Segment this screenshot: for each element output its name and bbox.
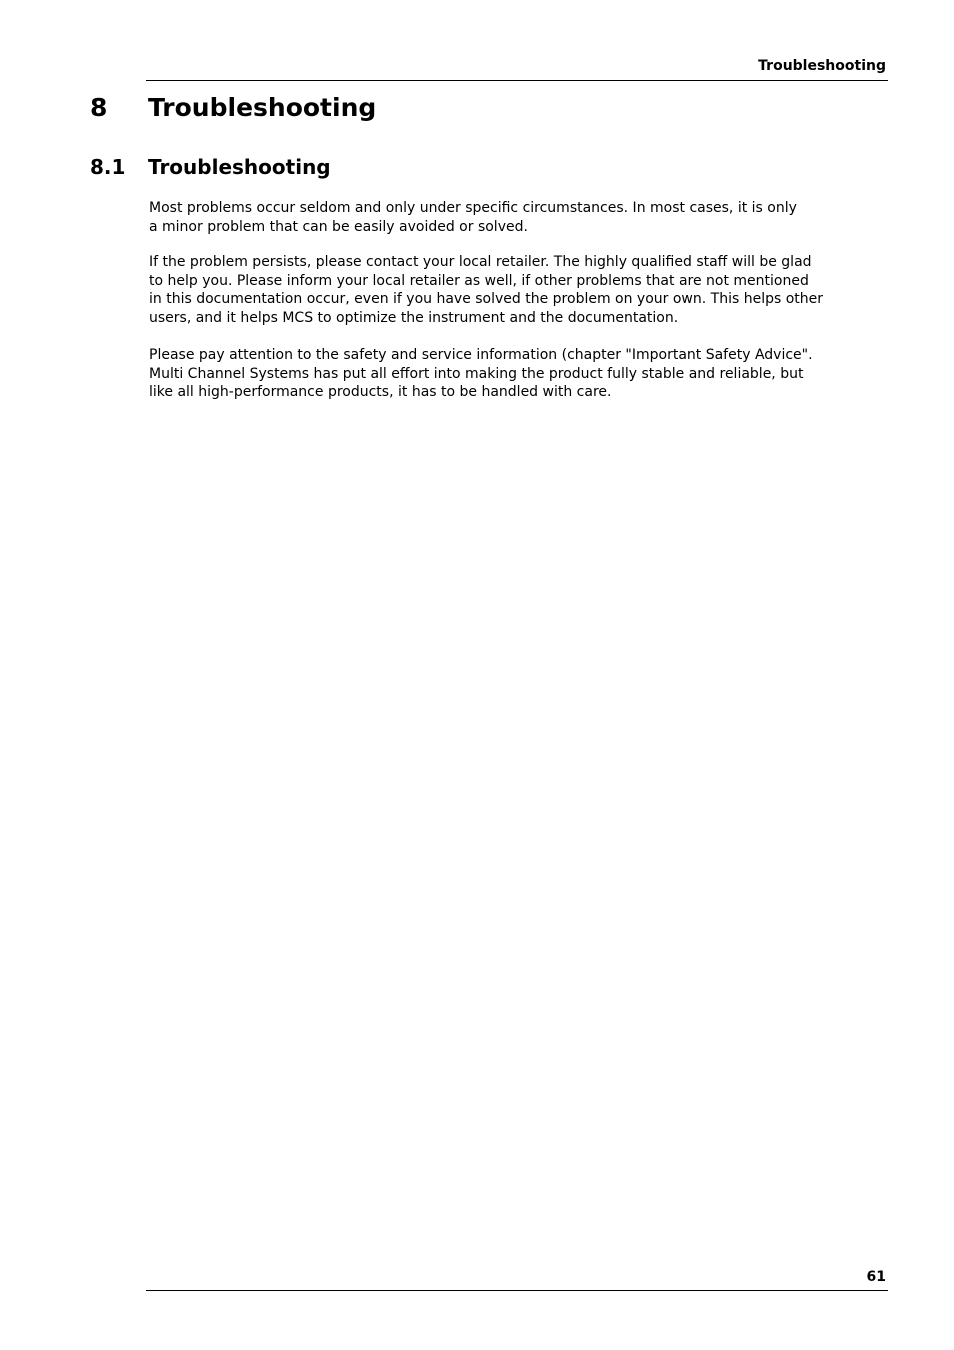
- paragraph-line: like all high-performance products, it has to be handled with care.: [149, 384, 612, 400]
- footer-rule: [146, 1290, 888, 1291]
- chapter-title: Troubleshooting: [148, 93, 377, 122]
- paragraph-safety: [149, 346, 873, 402]
- paragraph-line: If the problem persists, please contact your local retailer. The highly qualified staff will be glad: [149, 254, 812, 270]
- paragraph-line: a minor problem that can be easily avoided or solved.: [149, 218, 528, 235]
- paragraph-intro: [149, 199, 873, 236]
- paragraph-contact-retailer: [149, 253, 873, 327]
- paragraph-line: Please pay attention to the safety and service information (chapter "Important Safety Advice".: [149, 347, 813, 363]
- page-number: 61: [866, 1269, 886, 1285]
- paragraph-line: Multi Channel Systems has put all effort into making the product fully stable and reliable, but: [149, 365, 804, 382]
- paragraph-line: in this documentation occur, even if you have solved the problem on your own. This helps other: [149, 291, 824, 307]
- running-header: Troubleshooting: [758, 58, 886, 74]
- section-number: 8.1: [90, 155, 126, 179]
- section-heading: [90, 152, 870, 182]
- section-title: Troubleshooting: [148, 155, 331, 179]
- paragraph-line: Most problems occur seldom and only under specific circumstances. In most cases, it is only: [149, 200, 797, 216]
- header-rule: [146, 80, 888, 81]
- paragraph-line: to help you. Please inform your local retailer as well, if other problems that are not mentioned: [149, 272, 809, 289]
- paragraph-line: users, and it helps MCS to optimize the instrument and the documentation.: [149, 309, 679, 326]
- chapter-heading: [90, 91, 870, 125]
- chapter-number: 8: [90, 93, 108, 122]
